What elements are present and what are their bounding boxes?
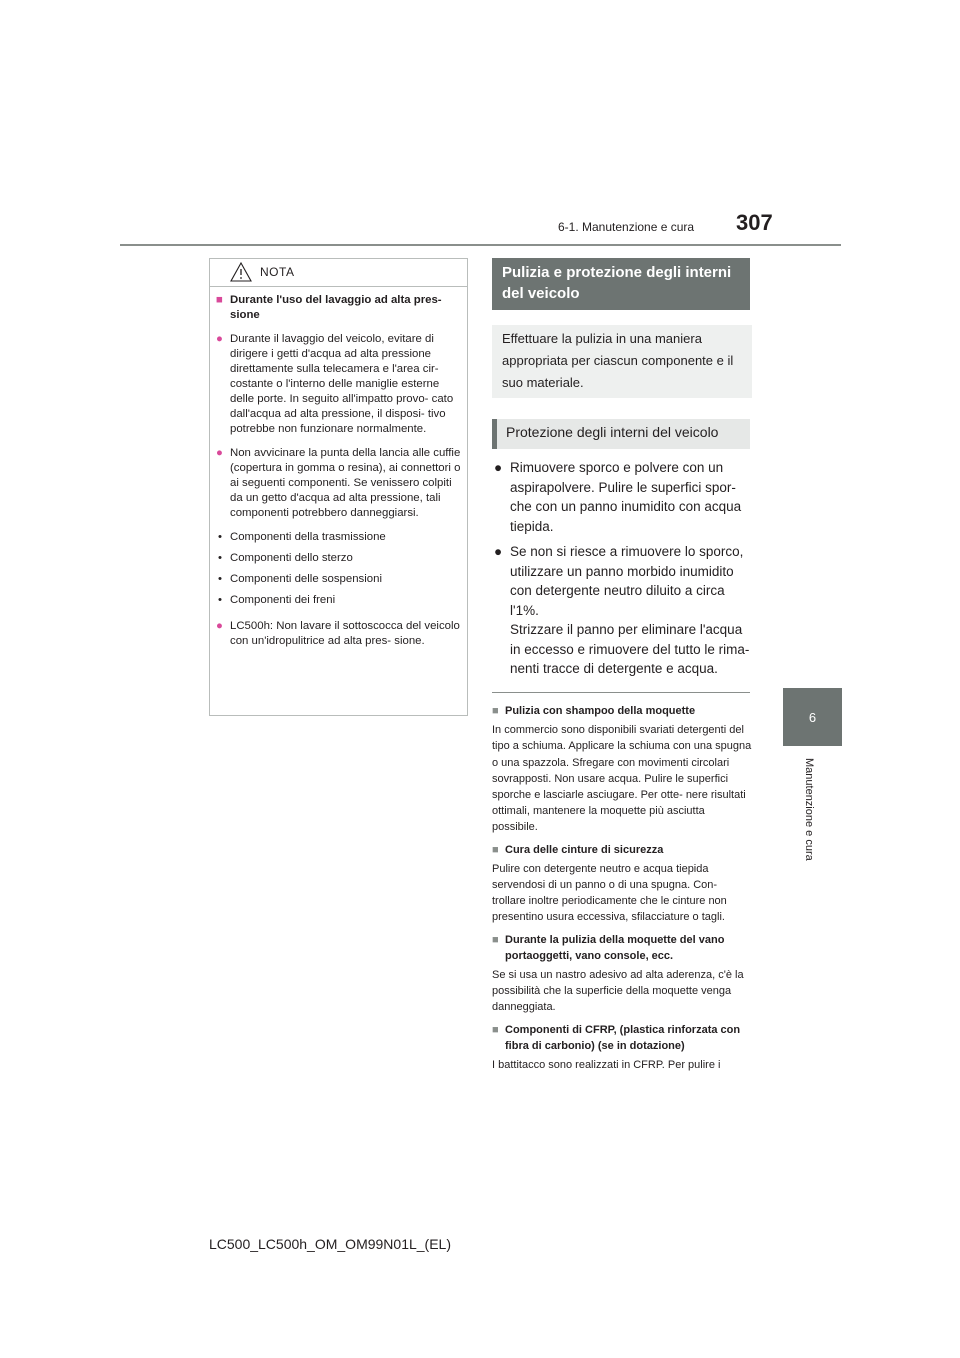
page-title: Pulizia e protezione degli interni del veicolo: [492, 258, 750, 310]
note-heading: [492, 932, 752, 964]
note-heading-text: Cura delle cinture di sicurezza: [505, 843, 664, 856]
notes-section: [492, 697, 752, 1079]
note-body: Pulire con detergente neutro e acqua tiepida servendosi di un panno o di una spugna. Con- trollare inoltre periodicamente che le cinture non presentino usura eccessiva, sfilacciature o tagli.: [492, 862, 727, 924]
nota-subitem: [216, 530, 464, 545]
nota-item: [216, 332, 464, 437]
bullet-icon: •: [218, 573, 222, 585]
note-body: Se si usa un nastro adesivo ad alta aderenza, c'è la possibilità che la superficie della moquette venga danneggiata.: [492, 969, 744, 1014]
list-item-text-continuation: Strizzare il panno per eliminare l'acqua in eccesso e rimuovere del tutto le rima- nenti tracce di detergente e acqua.: [510, 622, 750, 676]
list-item: [492, 542, 752, 679]
bullet-icon: •: [218, 531, 222, 543]
note-heading: [492, 842, 752, 858]
warning-triangle-icon: [230, 262, 252, 282]
nota-subitem: [216, 593, 464, 608]
nota-title: NOTA: [260, 265, 295, 279]
list-item-text: Rimuovere sporco e polvere con un aspirapolvere. Pulire le superfici spor- che con un panno inumidito con acqua tiepida.: [510, 460, 742, 534]
note-body: In commercio sono disponibili svariati detergenti del tipo a schiuma. Applicare la schiuma con una spugna o una spazzola. Sfregare con movimenti circolari sovrapposti. Non usare acqua. Pulire le superfici sporche e lasciarle asciugare. Per otte- nere risultati ottimali, mantenere la moquette più asciutta possibile.: [492, 724, 752, 834]
note-heading-text: Componenti di CFRP, (plastica rinforzata con fibra di carbonio) (se in dotazione): [505, 1023, 741, 1052]
header-rule: [120, 244, 841, 246]
square-bullet-icon: ■: [492, 705, 499, 717]
bullet-list: [492, 458, 752, 685]
note-heading-text: Pulizia con shampoo della moquette: [505, 705, 696, 717]
list-item-text: Se non si riesce a rimuovere lo sporco, utilizzare un panno morbido inumidito con detergente neutro diluito a circa l'1%.: [510, 544, 744, 618]
nota-subitem-text: Componenti della trasmissione: [230, 531, 386, 543]
pink-dot-bullet-icon: ●: [216, 447, 223, 459]
note-heading: [492, 703, 752, 719]
nota-subitem-text: Componenti dei freni: [230, 594, 336, 606]
nota-subitem-text: Componenti dello sterzo: [230, 552, 353, 564]
bullet-icon: •: [218, 594, 222, 606]
dot-bullet-icon: ●: [494, 460, 503, 475]
subheading: Protezione degli interni del veicolo: [492, 419, 750, 449]
manual-code: LC500_LC500h_OM_OM99N01L_(EL): [208, 1236, 452, 1252]
nota-item-text: LC500h: Non lavare il sottoscocca del veicolo con un'idropulitrice ad alta pres- sione.: [230, 620, 460, 647]
chapter-label-text: Manutenzione e cura: [803, 758, 815, 861]
square-bullet-icon: ■: [216, 294, 223, 306]
nota-item-text: Durante il lavaggio del veicolo, evitare di dirigere i getti d'acqua ad alta pressione direttamente sulla telecamera e l'area cir- costante o l'interno delle maniglie esterne delle porte. In seguito all'impatto provo- cato dall'acqua ad alta pressione, il disposi- tivo potrebbe non funzionare normalmente.: [230, 333, 454, 435]
nota-header: [210, 259, 467, 287]
nota-subitem: [216, 551, 464, 566]
nota-subitem-text: Componenti delle sospensioni: [230, 573, 382, 585]
nota-item-text: Durante l'uso del lavaggio ad alta pres- sione: [230, 294, 442, 321]
nota-item: [216, 619, 464, 649]
note-heading-text: Durante la pulizia della moquette del vano portaoggetti, vano console, ecc.: [505, 933, 725, 962]
section-divider: [492, 692, 750, 693]
nota-box: [209, 258, 468, 716]
nota-body: [216, 293, 464, 658]
dot-bullet-icon: ●: [494, 544, 503, 559]
square-bullet-icon: ■: [492, 1023, 499, 1036]
intro-box: Effettuare la pulizia in una maniera appropriata per ciascun componente e il suo materiale.: [492, 325, 752, 398]
note-heading: [492, 1022, 752, 1054]
square-bullet-icon: ■: [492, 933, 499, 946]
pink-dot-bullet-icon: ●: [216, 333, 223, 345]
nota-item: [216, 446, 464, 521]
square-bullet-icon: ■: [492, 843, 499, 856]
nota-item-heading: [216, 293, 464, 323]
chapter-side-label: [797, 758, 817, 888]
note-body: I battitacco sono realizzati in CFRP. Per pulire i: [492, 1059, 721, 1072]
bullet-icon: •: [218, 552, 222, 564]
chapter-tab: 6: [783, 688, 842, 746]
nota-item-text: Non avvicinare la punta della lancia alle cuffie (copertura in gomma o resina), ai connettori o ai seguenti componenti. Se venissero colpiti da un getto d'acqua ad alta pressione, tali componenti potrebbero danneggiarsi.: [230, 447, 461, 519]
pink-dot-bullet-icon: ●: [216, 620, 223, 632]
page-number: 307: [736, 210, 773, 235]
section-title: 6-1. Manutenzione e cura: [558, 220, 695, 234]
list-item: [492, 458, 752, 536]
nota-subitem: [216, 572, 464, 587]
